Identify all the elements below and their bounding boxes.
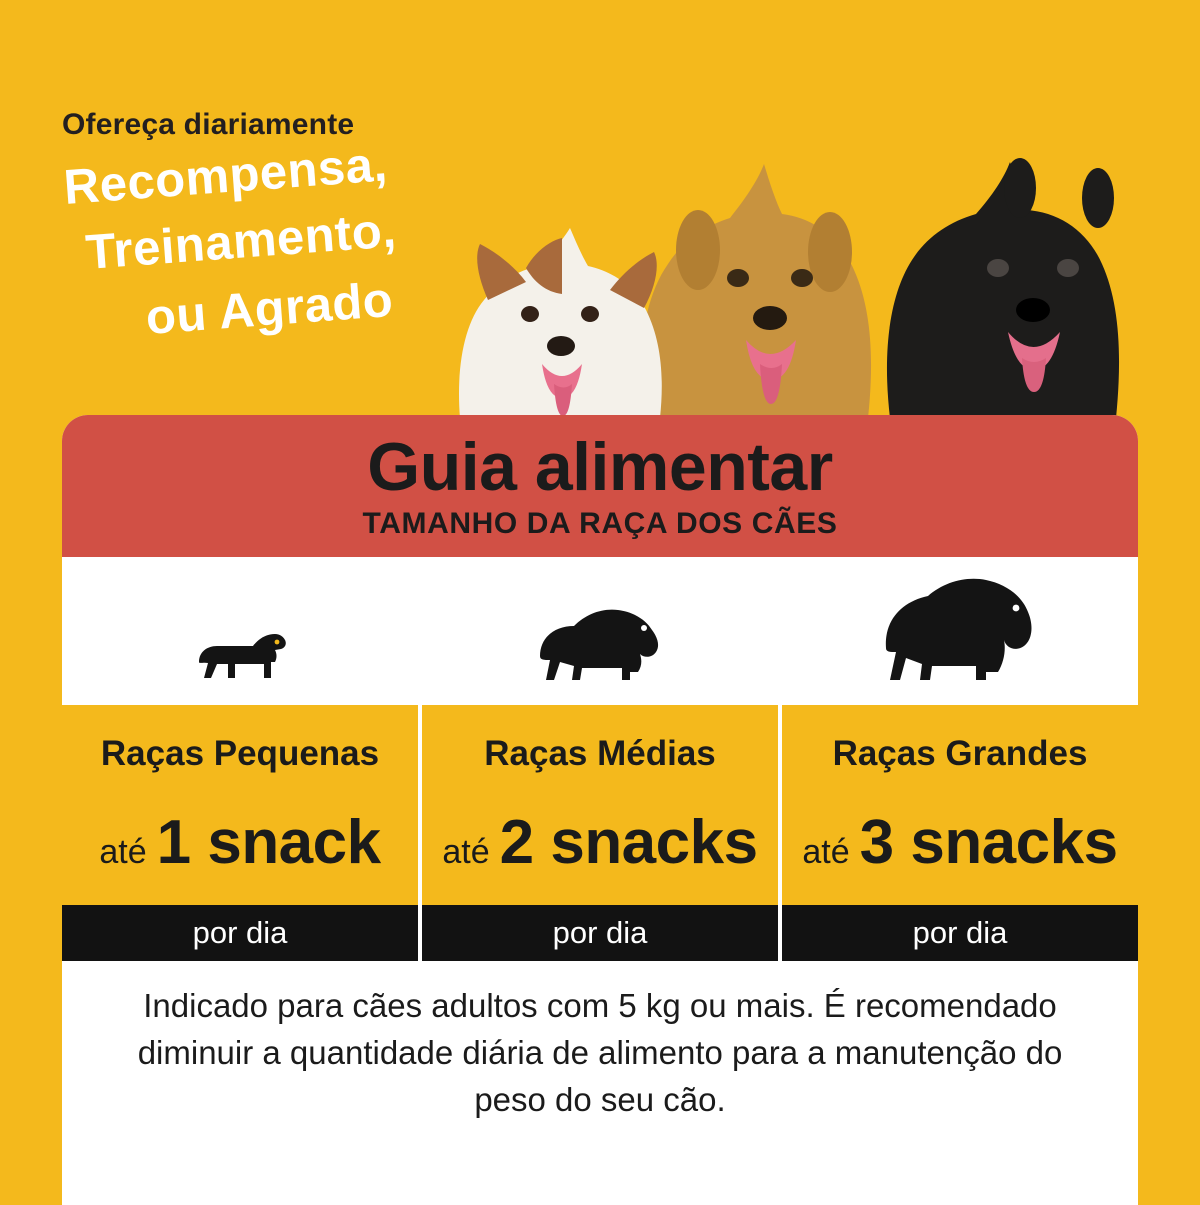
amount-prefix-large: até <box>802 833 850 871</box>
feeding-guide-card <box>62 415 1138 1205</box>
frequency-medium: por dia <box>422 905 782 961</box>
promo-hero-line-3: ou Agrado <box>143 272 395 345</box>
medium-dog-silhouette-icon <box>530 604 670 693</box>
breed-label-large: Raças Grandes <box>782 705 1138 803</box>
large-dog-silhouette-icon <box>874 574 1044 693</box>
promo-hero-line-2: Treinamento, <box>83 203 399 280</box>
snack-amount-cell-small <box>62 803 422 905</box>
golden-retriever-illustration <box>640 164 871 418</box>
amount-prefix-small: até <box>99 833 147 871</box>
snack-amount-cell-medium <box>422 803 782 905</box>
guide-note: Indicado para cães adultos com 5 kg ou mais. É recomendado diminuir a quantidade diária de alimento para a manutenção do peso do seu cão. <box>137 987 1063 1118</box>
silhouette-cell-small <box>62 622 421 705</box>
black-labrador-illustration <box>887 158 1119 418</box>
amount-value-small: 1 snack <box>156 808 381 877</box>
amount-prefix-medium: até <box>442 833 490 871</box>
promo-headline-block <box>62 108 582 343</box>
silhouette-cell-medium <box>421 604 780 705</box>
amount-value-large: 3 snacks <box>859 808 1118 877</box>
breed-silhouette-row <box>62 557 1138 705</box>
small-dog-silhouette-icon <box>191 622 291 693</box>
frequency-large: por dia <box>782 905 1138 961</box>
breed-label-small: Raças Pequenas <box>62 705 422 803</box>
silhouette-cell-large <box>779 574 1138 705</box>
promo-hero-line-1: Recompensa, <box>61 137 390 215</box>
frequency-small: por dia <box>62 905 422 961</box>
promo-kicker: Ofereça diariamente <box>62 108 355 141</box>
amount-value-medium: 2 snacks <box>499 808 758 877</box>
frequency-row <box>62 905 1138 961</box>
breed-name-row <box>62 705 1138 803</box>
guide-subtitle: TAMANHO DA RAÇA DOS CÃES <box>362 507 838 540</box>
snack-amount-cell-large <box>782 803 1138 905</box>
guide-header-band <box>62 415 1138 557</box>
snack-amount-row <box>62 803 1138 905</box>
guide-title: Guia alimentar <box>367 429 833 505</box>
breed-label-medium: Raças Médias <box>422 705 782 803</box>
